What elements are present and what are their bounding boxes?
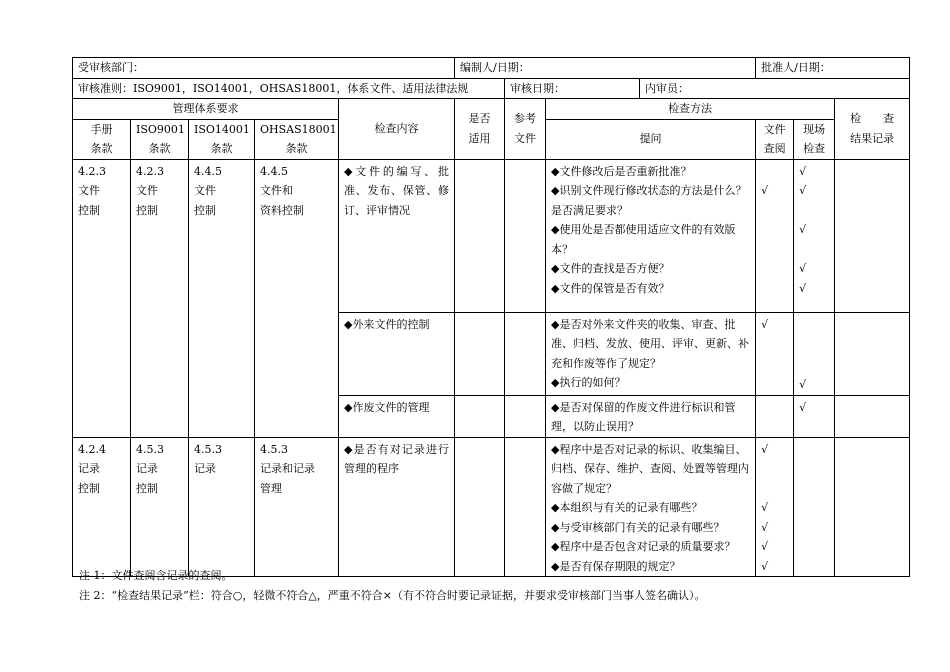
audit-date-field[interactable]: 审核日期： (505, 78, 640, 99)
site-check-marks[interactable] (794, 159, 835, 312)
manual-clause: 4.2.4 记录 控制 (73, 437, 131, 577)
preparer-field[interactable]: 编制人/日期： (455, 58, 756, 79)
note-2: 注 2：“检查结果记录”栏：符合○，轻微不符合△，严重不符合×（有不符合时要记录证据，并要求受审核部门当事人签名确认）。 (79, 588, 706, 602)
check-mark (799, 201, 829, 221)
iso14001-clause: 4.4.5 文件 控制 (189, 159, 255, 437)
manual-clause: 4.2.3 文件 控制 (73, 159, 131, 437)
checklist-grid (72, 57, 910, 577)
mgmt-req-header: 管理体系要求 (73, 99, 339, 120)
check-content: ◆外来文件的控制 (339, 312, 455, 395)
ref-doc-cell[interactable] (505, 312, 546, 395)
check-mark (761, 162, 788, 182)
result-cell[interactable] (835, 159, 910, 312)
method-header: 检查方法 (546, 99, 835, 120)
check-mark (761, 259, 788, 279)
applicable-cell[interactable] (455, 159, 505, 312)
doc-review-marks[interactable] (756, 159, 794, 312)
check-mark (761, 279, 788, 299)
site-check-header: 现场 检查 (794, 119, 835, 159)
applicable-cell[interactable] (455, 437, 505, 577)
check-content: ◆是否有对记录进行管理的程序 (339, 437, 455, 577)
ohsas-clause: 4.4.5 文件和 资料控制 (255, 159, 339, 437)
audit-checklist-body (72, 57, 909, 577)
iso9001-clause: 4.5.3 记录 控制 (131, 437, 189, 577)
result-header: 检 查 结果记录 (835, 99, 910, 160)
check-content: ◆作废文件的管理 (339, 395, 455, 437)
question-list: ◆是否对外来文件夹的收集、审查、批准、归档、发放、使用、评审、更新、补充和作废等作了规定？ ◆执行的如何？ (546, 312, 756, 395)
ref-doc-cell[interactable] (505, 437, 546, 577)
header-row-1 (73, 58, 910, 79)
notes (79, 566, 706, 605)
auditor-field[interactable]: 内审员： (640, 78, 910, 99)
question-list: ◆是否对保留的作废文件进行标识和管理，以防止误用？ (546, 395, 756, 437)
iso14001-clause: 4.5.3 记录 (189, 437, 255, 577)
doc-review-marks[interactable]: √ √ √ √ √ (756, 437, 794, 577)
question-header: 提问 (546, 119, 756, 159)
site-check-marks[interactable]: √ (794, 312, 835, 395)
question-list: ◆程序中是否对记录的标识、收集编目、归档、保存、维护、查阅、处置等管理内容做了规定？ ◆本组织与有关的记录有哪些？ ◆与受审核部门有关的记录有哪些？ ◆程序中是否包含对记录的质量要求？ ◆是否有保存期限的规定？ (546, 437, 756, 577)
ohsas-header: OHSAS18001 条款 (255, 119, 339, 159)
header-row-2 (73, 78, 910, 99)
criteria-field[interactable]: 审核准则：ISO9001，ISO14001，OHSAS18001，体系文件、适用法律法规 (73, 78, 505, 99)
doc-review-marks[interactable] (756, 395, 794, 437)
check-mark (799, 240, 829, 260)
iso9001-clause: 4.2.3 文件 控制 (131, 159, 189, 437)
iso9001-header: ISO9001 条款 (131, 119, 189, 159)
column-header-row-1 (73, 99, 910, 120)
ref-doc-cell[interactable] (505, 159, 546, 312)
approver-field[interactable]: 批准人/日期： (756, 58, 910, 79)
check-mark: √ (799, 223, 807, 236)
checklist-row (73, 437, 910, 577)
applicable-cell[interactable] (455, 395, 505, 437)
applicable-cell[interactable] (455, 312, 505, 395)
doc-review-marks[interactable]: √ (756, 312, 794, 395)
iso14001-header: ISO14001 条款 (189, 119, 255, 159)
check-mark: √ (799, 184, 807, 197)
result-cell[interactable] (835, 437, 910, 577)
question-list: ◆文件修改后是否重新批准？ ◆识别文件现行修改状态的方法是什么？是否满足要求？ ◆使用处是否都使用适应文件的有效版本？ ◆文件的查找是否方便？ ◆文件的保管是否有效？ (546, 159, 756, 312)
ref-doc-header: 参考 文件 (505, 99, 546, 160)
site-check-marks[interactable]: √ (794, 395, 835, 437)
result-cell[interactable] (835, 395, 910, 437)
check-mark: √ (761, 184, 769, 197)
check-mark (761, 240, 788, 260)
check-mark (761, 220, 788, 240)
ohsas-clause: 4.5.3 记录和记录 管理 (255, 437, 339, 577)
result-cell[interactable] (835, 312, 910, 395)
check-mark (761, 201, 788, 221)
manual-header: 手册 条款 (73, 119, 131, 159)
site-check-marks[interactable] (794, 437, 835, 577)
applicable-header: 是否 适用 (455, 99, 505, 160)
ref-doc-cell[interactable] (505, 395, 546, 437)
check-mark: √ (799, 262, 807, 275)
note-1: 注 1：文件查阅含记录的查阅。 (79, 569, 233, 582)
dept-field[interactable]: 受审核部门： (73, 58, 455, 79)
content-header: 检查内容 (339, 99, 455, 160)
check-content: ◆文件的编写、批准、发布、保管、修订、评审情况 (339, 159, 455, 312)
check-mark: √ (799, 281, 807, 295)
doc-review-header: 文件 查阅 (756, 119, 794, 159)
check-mark: √ (799, 164, 807, 178)
checklist-row (73, 159, 910, 312)
